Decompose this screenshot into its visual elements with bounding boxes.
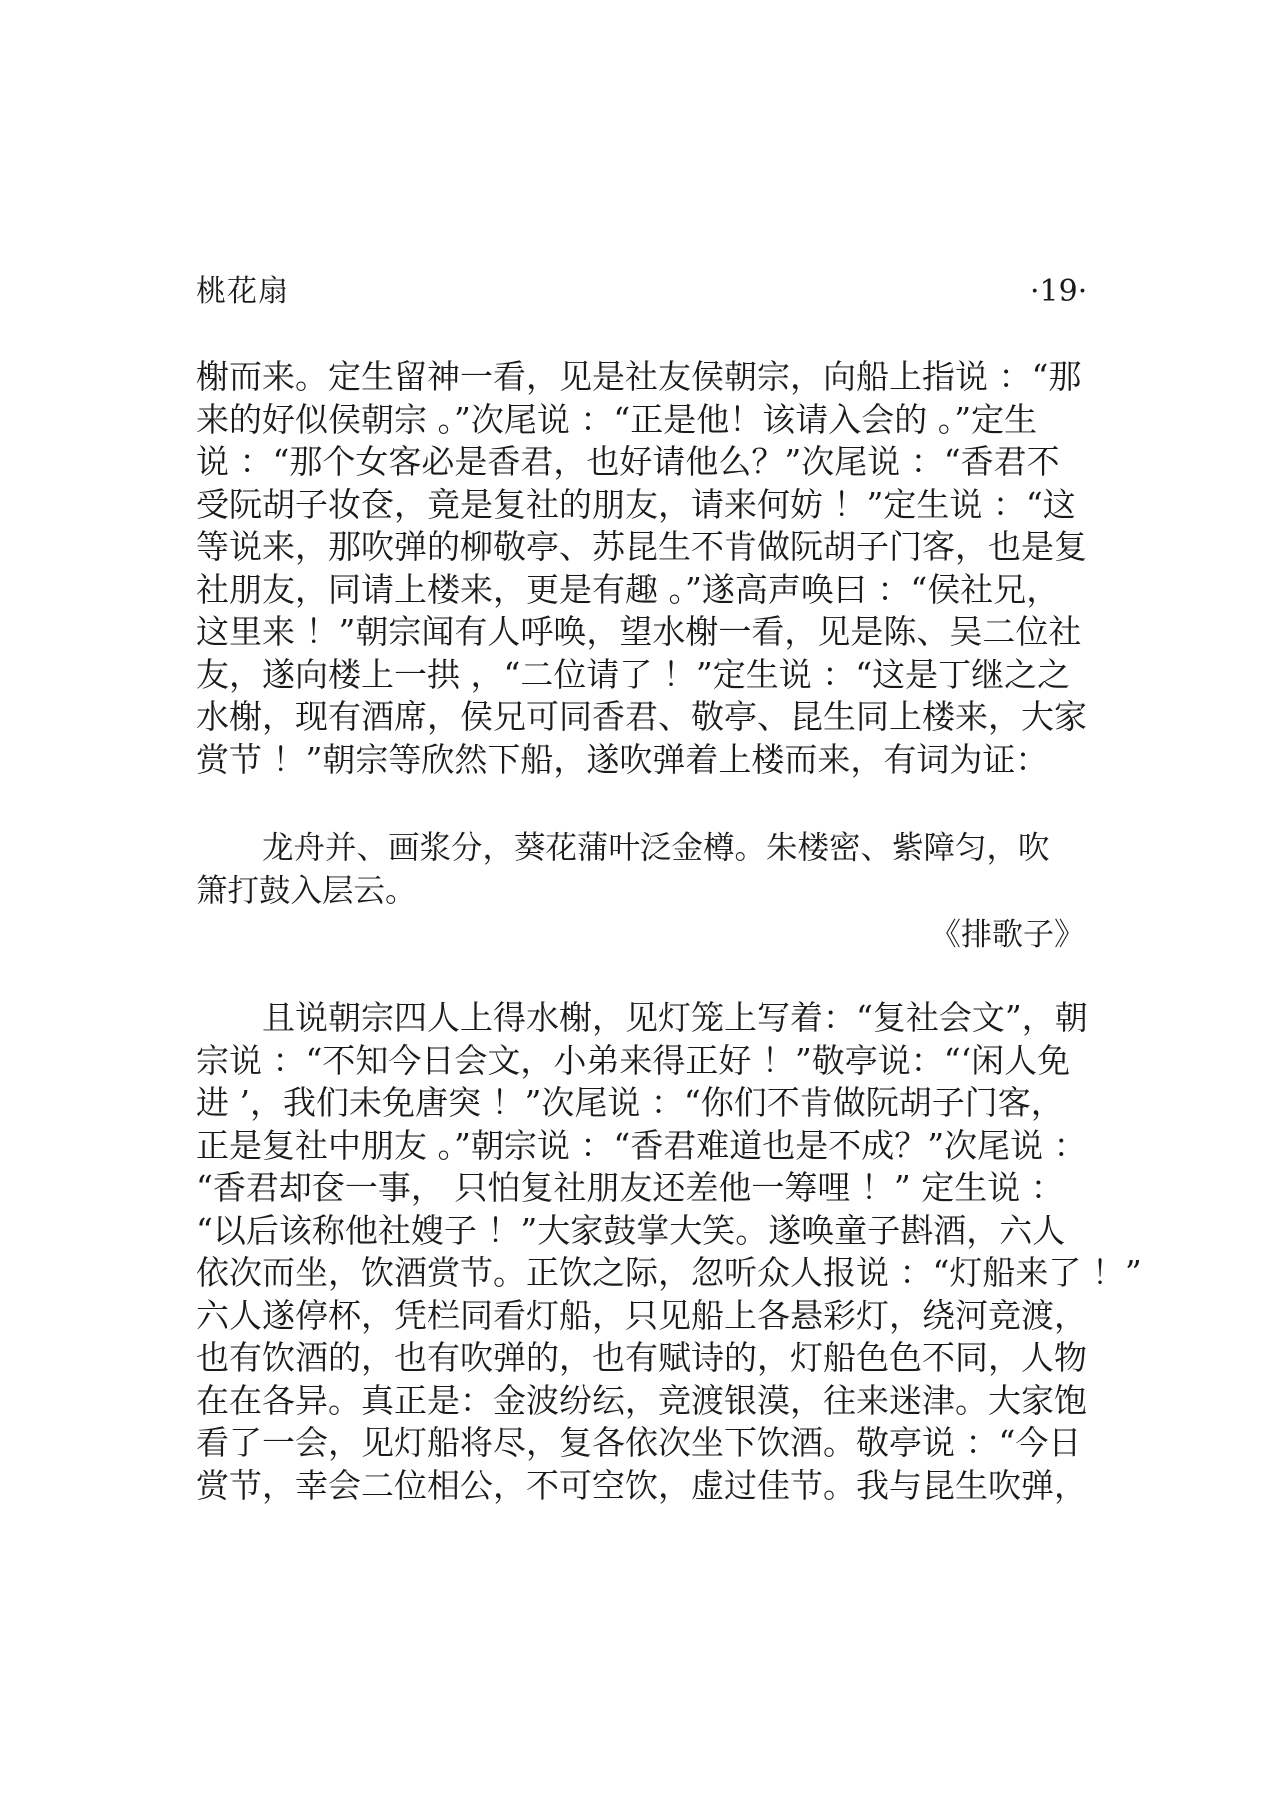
text-line: 受阮胡子妆奁，竟是复社的朋友，请来何妨 ！”定生说 ：“这: [196, 484, 1076, 524]
page-number: ·19·: [1030, 274, 1088, 309]
text-line: 且说朝宗四人上得水榭，见灯笼上写着：“复社会文”，朝: [262, 998, 1088, 1037]
poem-line: 龙舟并、画浆分，葵花蒲叶泛金樽。朱楼密、紫障匀，吹: [262, 830, 1050, 866]
text-line: “以后该称他社嫂子 ！”大家鼓掌大笑。遂唤童子斟酒，六人: [196, 1210, 1066, 1250]
running-head-title: 桃花扇: [196, 274, 289, 309]
text-line: 看了一会，见灯船将尽，复各依次坐下饮酒。敬亭说 ：“今日: [196, 1423, 1082, 1462]
text-line: 正是复社中朋友 。”朝宗说 ：“香君难道也是不成？”次尾说 ：: [196, 1125, 1087, 1165]
text-line: 水榭，现有酒席，侯兄可同香君、敬亭、昆生同上楼来，大家: [196, 697, 1087, 736]
text-line: 说 ：“那个女客必是香君，也好请他么？”次尾说 ：“香君不: [196, 442, 1060, 481]
text-line: 来的好似侯朝宗 。”次尾说 ：“正是他！该请入会的 。”定生: [196, 399, 1038, 439]
text-line: 榭而来。定生留神一看，见是社友侯朝宗，向船上指说 ：“那: [196, 357, 1082, 396]
text-line: 友，遂向楼上一拱 ，“二位请了 ！”定生说 ：“这是丁继之之: [196, 654, 1071, 694]
text-line: 也有饮酒的，也有吹弹的，也有赋诗的，灯船色色不同，人物: [196, 1338, 1087, 1377]
text-line: 等说来，那吹弹的柳敬亭、苏昆生不肯做阮胡子门客，也是复: [196, 527, 1087, 566]
body-paragraph-2: [196, 997, 1142, 1507]
poem-line: 箫打鼓入层云。: [196, 872, 417, 909]
text-line: 赏节，幸会二位相公，不可空饮，虚过佳节。我与昆生吹弹，: [196, 1465, 1087, 1505]
text-line: “香君却奁一事， 只怕复社朋友还差他一筹哩 ！” 定生说 ：: [196, 1168, 1064, 1207]
text-line: 在在各异。真正是：金波纷纭，竞渡银漠，往来迷津。大家饱: [196, 1380, 1087, 1420]
text-line: 六人遂停杯，凭栏同看灯船，只见船上各悬彩灯，绕河竞渡，: [196, 1295, 1087, 1335]
text-line: 进 ’，我们未免唐突 ！”次尾说 ：“你们不肯做阮胡子门客，: [196, 1083, 1064, 1122]
poem-source: 《排歌子》: [930, 917, 1085, 953]
text-line: 这里来 ！”朝宗闻有人呼唤，望水榭一看，见是陈、吴二位社: [196, 612, 1082, 651]
text-line: 社朋友，同请上楼来，更是有趣 。”遂高声唤曰 ：“侯社兄，: [196, 569, 1060, 609]
body-paragraph-1: [196, 356, 1096, 781]
text-line: 宗说 ：“不知今日会文，小弟来得正好 ！”敬亭说：“‘闲人免: [196, 1040, 1071, 1080]
poem-block: [196, 827, 1096, 912]
text-line: 赏节 ！”朝宗等欣然下船，遂吹弹着上楼而来，有词为证：: [196, 739, 1049, 779]
text-line: 依次而坐，饮酒赏节。正饮之际，忽听众人报说 ：“灯船来了 ！”: [196, 1253, 1142, 1292]
